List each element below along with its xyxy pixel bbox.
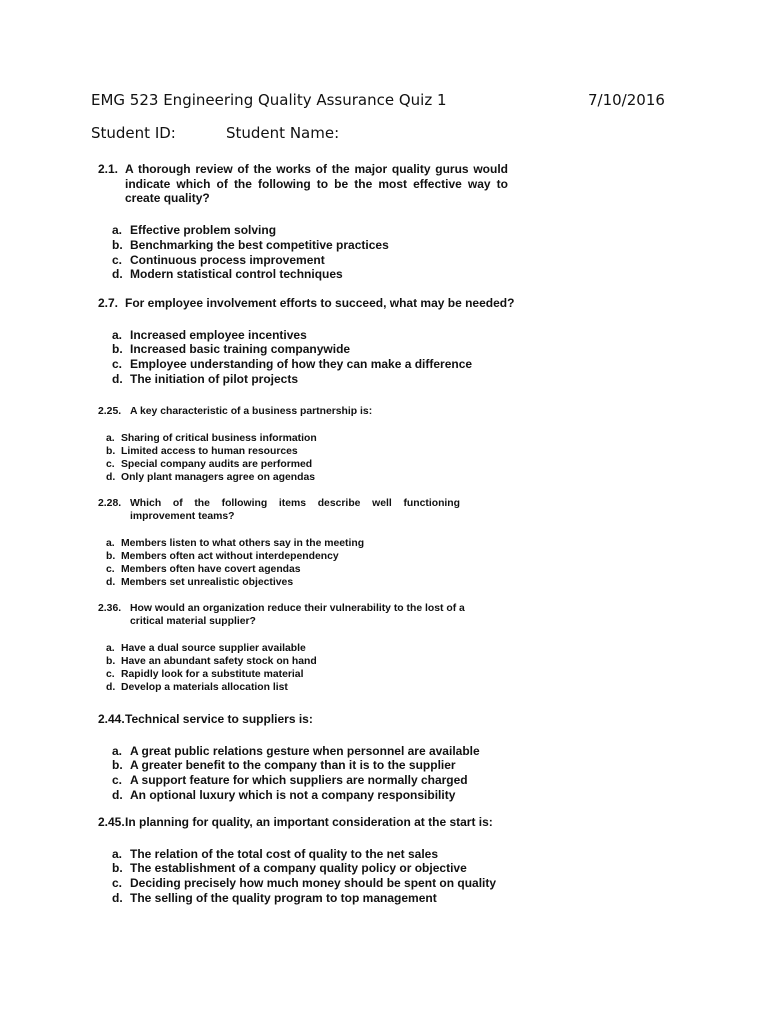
option-label: d. bbox=[106, 577, 116, 588]
option-label: a. bbox=[106, 643, 115, 654]
question-2-28 bbox=[98, 497, 460, 589]
answer-option-d[interactable] bbox=[112, 267, 508, 282]
option-label: b. bbox=[106, 446, 116, 457]
question-number: 2.36. bbox=[98, 603, 122, 614]
option-label: a. bbox=[112, 743, 123, 758]
option-text: The relation of the total cost of quality to the net sales bbox=[130, 846, 439, 861]
option-label: c. bbox=[112, 357, 123, 372]
answer-option-c[interactable] bbox=[112, 773, 528, 788]
answer-option-a[interactable] bbox=[106, 432, 528, 445]
option-text: Members often have covert agendas bbox=[121, 564, 301, 575]
option-text: Members set unrealistic objectives bbox=[121, 577, 294, 588]
option-label: a. bbox=[112, 846, 123, 861]
answer-option-a[interactable] bbox=[106, 537, 460, 550]
answer-option-c[interactable] bbox=[112, 876, 500, 891]
answer-option-a[interactable] bbox=[112, 847, 500, 862]
option-label: c. bbox=[112, 773, 123, 788]
question-text: A thorough review of the works of the major quality gurus would indicate which of the following to be the most effective way to create quality? bbox=[125, 162, 508, 206]
answer-option-c[interactable] bbox=[106, 458, 528, 471]
option-label: a. bbox=[112, 223, 123, 238]
option-label: b. bbox=[106, 656, 116, 667]
option-label: d. bbox=[112, 267, 123, 282]
answer-options bbox=[98, 642, 478, 694]
option-text: Special company audits are performed bbox=[121, 459, 313, 470]
question-2-44 bbox=[98, 712, 528, 803]
option-label: c. bbox=[106, 564, 115, 575]
option-text: The selling of the quality program to top management bbox=[130, 890, 437, 905]
option-text: Effective problem solving bbox=[130, 223, 277, 238]
option-text: Increased basic training companywide bbox=[130, 342, 351, 357]
question-number: 2.1. bbox=[98, 162, 119, 176]
answer-options bbox=[98, 744, 528, 803]
question-text: Technical service to suppliers is: bbox=[125, 712, 313, 726]
answer-option-a[interactable] bbox=[112, 223, 508, 238]
option-label: b. bbox=[106, 551, 116, 562]
option-label: d. bbox=[106, 472, 116, 483]
option-text: Members often act without interdependency bbox=[121, 551, 339, 562]
option-text: Employee understanding of how they can make a difference bbox=[130, 357, 473, 372]
question-number: 2.25. bbox=[98, 406, 122, 417]
answer-option-c[interactable] bbox=[106, 563, 460, 576]
option-label: c. bbox=[112, 876, 123, 891]
answer-option-d[interactable] bbox=[112, 891, 500, 906]
option-label: d. bbox=[112, 890, 123, 905]
option-text: Sharing of critical business information bbox=[121, 433, 317, 444]
question-number: 2.28. bbox=[98, 498, 122, 509]
student-id-label: Student ID: bbox=[91, 124, 176, 142]
question-number: 2.45. bbox=[98, 815, 125, 829]
option-label: c. bbox=[106, 669, 115, 680]
option-text: A great public relations gesture when personnel are available bbox=[130, 743, 480, 758]
option-text: Continuous process improvement bbox=[130, 252, 325, 267]
question-2-25 bbox=[98, 405, 528, 484]
answer-option-d[interactable] bbox=[106, 681, 478, 694]
answer-option-b[interactable] bbox=[106, 550, 460, 563]
question-2-7 bbox=[98, 296, 528, 387]
answer-option-a[interactable] bbox=[112, 744, 528, 759]
option-text: Members listen to what others say in the meeting bbox=[121, 538, 365, 549]
question-number: 2.7. bbox=[98, 296, 119, 310]
answer-option-c[interactable] bbox=[112, 357, 528, 372]
answer-option-b[interactable] bbox=[112, 238, 508, 253]
answer-option-c[interactable] bbox=[112, 253, 508, 268]
option-text: An optional luxury which is not a company responsibility bbox=[130, 787, 456, 802]
student-name-label: Student Name: bbox=[226, 124, 340, 142]
option-text: Only plant managers agree on agendas bbox=[121, 472, 316, 483]
option-label: b. bbox=[112, 758, 123, 773]
option-text: The establishment of a company quality policy or objective bbox=[130, 861, 467, 876]
option-text: Deciding precisely how much money should be spent on quality bbox=[130, 876, 497, 891]
question-2-36 bbox=[98, 602, 478, 694]
option-text: Have an abundant safety stock on hand bbox=[121, 656, 317, 667]
question-text: Which of the following items describe well functioning improvement teams? bbox=[130, 498, 460, 522]
answer-options bbox=[98, 223, 508, 282]
option-text: A support feature for which suppliers are normally charged bbox=[130, 773, 468, 788]
answer-option-d[interactable] bbox=[112, 788, 528, 803]
answer-option-b[interactable] bbox=[112, 342, 528, 357]
option-text: Have a dual source supplier available bbox=[121, 643, 306, 654]
quiz-title: EMG 523 Engineering Quality Assurance Quiz 1 bbox=[91, 91, 447, 109]
option-label: b. bbox=[112, 342, 123, 357]
option-text: The initiation of pilot projects bbox=[130, 371, 298, 386]
question-text: How would an organization reduce their vulnerability to the lost of a critical material supplier? bbox=[130, 603, 465, 627]
quiz-date: 7/10/2016 bbox=[588, 91, 665, 109]
option-label: a. bbox=[106, 433, 115, 444]
answer-option-b[interactable] bbox=[112, 861, 500, 876]
option-text: Rapidly look for a substitute material bbox=[121, 669, 304, 680]
option-label: b. bbox=[112, 237, 123, 252]
option-text: Develop a materials allocation list bbox=[121, 682, 288, 693]
question-text: For employee involvement efforts to succeed, what may be needed? bbox=[125, 296, 515, 310]
question-text: A key characteristic of a business partnership is: bbox=[130, 406, 373, 417]
option-text: Benchmarking the best competitive practices bbox=[130, 237, 389, 252]
answer-option-a[interactable] bbox=[112, 328, 528, 343]
option-text: Increased employee incentives bbox=[130, 327, 307, 342]
question-number: 2.44. bbox=[98, 712, 125, 726]
answer-option-c[interactable] bbox=[106, 668, 478, 681]
answer-option-d[interactable] bbox=[106, 576, 460, 589]
answer-option-d[interactable] bbox=[106, 471, 528, 484]
option-label: c. bbox=[106, 459, 115, 470]
option-text: Limited access to human resources bbox=[121, 446, 298, 457]
option-label: a. bbox=[106, 538, 115, 549]
question-text: In planning for quality, an important consideration at the start is: bbox=[125, 815, 493, 829]
question-2-1 bbox=[98, 162, 508, 282]
answer-option-b[interactable] bbox=[106, 655, 478, 668]
option-label: c. bbox=[112, 252, 123, 267]
answer-option-d[interactable] bbox=[112, 372, 528, 387]
answer-options bbox=[98, 537, 460, 589]
answer-options bbox=[98, 847, 500, 906]
option-text: Modern statistical control techniques bbox=[130, 267, 343, 282]
answer-options bbox=[98, 432, 528, 484]
option-label: d. bbox=[112, 787, 123, 802]
option-label: a. bbox=[112, 327, 123, 342]
option-text: A greater benefit to the company than it is to the supplier bbox=[130, 758, 456, 773]
option-label: d. bbox=[112, 371, 123, 386]
answer-option-b[interactable] bbox=[112, 758, 528, 773]
question-2-45 bbox=[98, 815, 500, 906]
option-label: d. bbox=[106, 682, 116, 693]
answer-options bbox=[98, 328, 528, 387]
answer-option-a[interactable] bbox=[106, 642, 478, 655]
answer-option-b[interactable] bbox=[106, 445, 528, 458]
option-label: b. bbox=[112, 861, 123, 876]
